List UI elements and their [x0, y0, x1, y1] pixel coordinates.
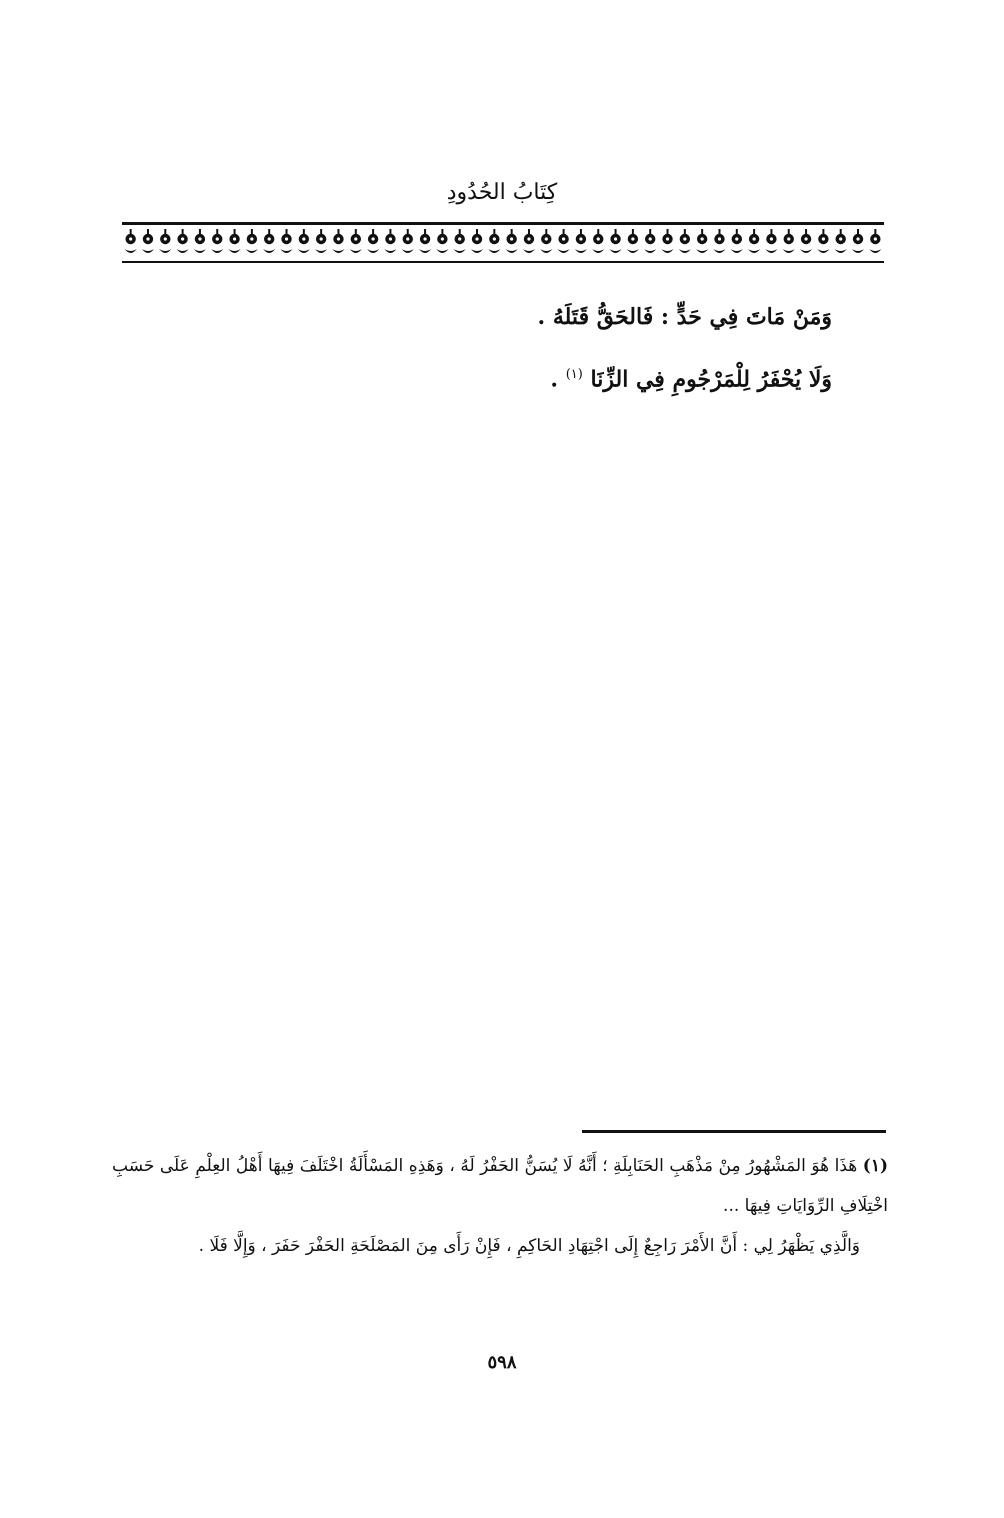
- footnote-separator: [582, 1130, 886, 1133]
- ornament-motif: [765, 229, 777, 253]
- text-line-2: [152, 346, 832, 408]
- footnotes: [112, 1146, 888, 1266]
- footnote-1-continued: وَالَّذِي يَظْهَرُ لِي : أَنَّ الأَمْرَ رَاجِعٌ إِلَى اجْتِهَادِ الحَاكِمِ ، فَإِنْ رَأَى مِنَ المَصْلَحَةِ الحَفْرَ حَفَرَ ، وَإِلَّا فَلَا .: [198, 1236, 860, 1256]
- ornament-motif: [558, 229, 570, 253]
- text-line-1: وَمَنْ مَاتَ فِي حَدٍّ : فَالحَقُّ قَتَلَهُ .: [537, 304, 832, 330]
- ornament-motif: [125, 229, 137, 253]
- ornament-motif: [506, 229, 518, 253]
- ornament-motif: [298, 229, 310, 253]
- text-line-2-body: وَلَا يُحْفَرُ لِلْمَرْجُومِ فِي الزِّنَا: [590, 366, 832, 393]
- ornament-motif: [263, 229, 275, 253]
- footnote-number: (١): [862, 1156, 888, 1176]
- ornament-motif: [471, 229, 483, 253]
- ornament-motif: [384, 229, 396, 253]
- ornament-motif: [610, 229, 622, 253]
- ornament-motif: [159, 229, 171, 253]
- ornament-motif: [835, 229, 847, 253]
- footnote-1-text: هَذَا هُوَ المَشْهُورُ مِنْ مَذْهَبِ الحَنَابِلَةِ ؛ أَنَّهُ لَا يُسَنُّ الحَفْرُ لَهُ ، وَهَذِهِ المَسْأَلَةُ اخْتَلَفَ فِيهَا أَهْلُ العِلْمِ عَلَى حَسَبِ اخْتِلَافِ الرِّوَايَاتِ فِيهَا ...: [112, 1156, 888, 1216]
- ornament-motif: [229, 229, 241, 253]
- ornament-motif: [402, 229, 414, 253]
- ornament-motif: [419, 229, 431, 253]
- ornament-motif: [575, 229, 587, 253]
- ornament-motif: [211, 229, 223, 253]
- ornament-motif: [662, 229, 674, 253]
- ornament-motif: [800, 229, 812, 253]
- main-text: [152, 288, 832, 408]
- text-line-2-end: .: [550, 366, 566, 393]
- ornament-motif: [679, 229, 691, 253]
- ornament-motif: [869, 229, 881, 253]
- ornament-motif: [644, 229, 656, 253]
- footnote-reference[interactable]: (١): [565, 367, 583, 382]
- ornament-motif: [367, 229, 379, 253]
- ornament-motif: [783, 229, 795, 253]
- ornament-motif: [488, 229, 500, 253]
- ornament-motif: [731, 229, 743, 253]
- ornament-motif: [194, 229, 206, 253]
- floral-ornament-icon: [122, 222, 884, 263]
- ornament-motif: [713, 229, 725, 253]
- ornament-motif: [696, 229, 708, 253]
- ornament-motif: [281, 229, 293, 253]
- ornament-motif: [748, 229, 760, 253]
- page-number: ٥٩٨: [487, 1352, 517, 1373]
- chapter-title: كِتَابُ الحُدُودِ: [446, 180, 558, 205]
- ornament-motif: [523, 229, 535, 253]
- ornament-motif: [246, 229, 258, 253]
- ornament-motif: [627, 229, 639, 253]
- footnote-1: [112, 1146, 888, 1226]
- ornament-motif: [540, 229, 552, 253]
- ornament-motif: [142, 229, 154, 253]
- ornament-motif: [817, 229, 829, 253]
- ornament-motif: [332, 229, 344, 253]
- ornament-motif: [177, 229, 189, 253]
- ornament-motif: [436, 229, 448, 253]
- ornament-motif: [350, 229, 362, 253]
- ornament-motif: [852, 229, 864, 253]
- ornament-motif: [454, 229, 466, 253]
- ornament-motif: [592, 229, 604, 253]
- ornament-motif: [315, 229, 327, 253]
